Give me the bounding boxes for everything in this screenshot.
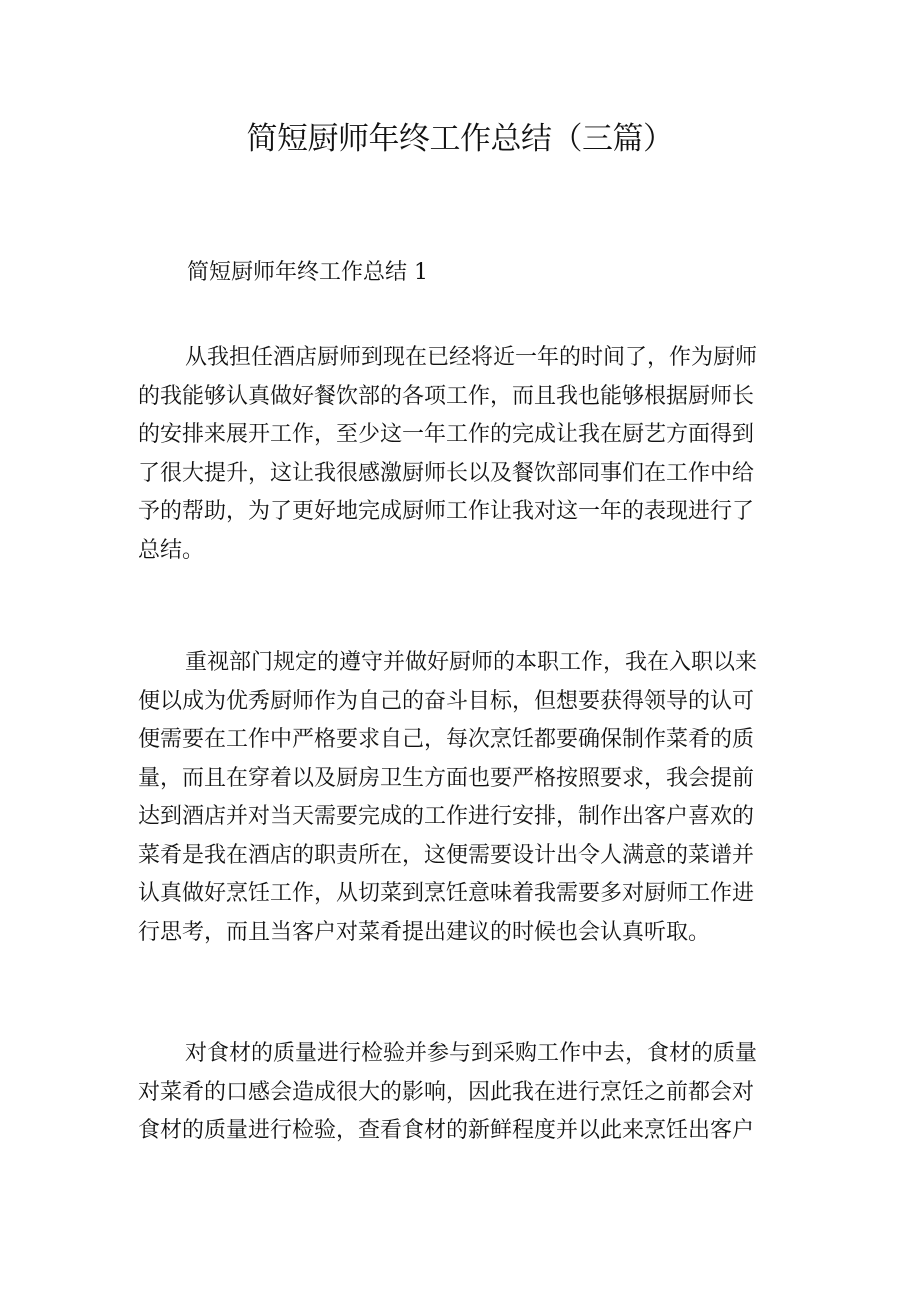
paragraph-1 [138,339,788,570]
document-title: 简短厨师年终工作总结（三篇） [246,121,674,157]
paragraph-line: 便需要在工作中严格要求自己，每次烹饪都要确保制作菜肴的质 [138,727,755,752]
paragraph-line: 量，而且在穿着以及厨房卫生方面也要严格按照要求，我会提前 [138,765,755,791]
paragraph-line: 便以成为优秀厨师作为自己的奋斗目标，但想要获得领导的认可 [138,688,755,714]
paragraph-line: 了很大提升，这让我很感激厨师长以及餐饮部同事们在工作中给 [138,460,755,486]
paragraph-line: 重视部门规定的遵守并做好厨师的本职工作，我在入职以来 [185,650,758,675]
paragraph-line: 予的帮助，为了更好地完成厨师工作让我对这一年的表现进行了 [138,499,755,524]
section-heading: 简短厨师年终工作总结 1 [187,260,428,285]
paragraph-line: 对食材的质量进行检验并参与到采购工作中去，食材的质量 [185,1041,758,1066]
paragraph-line: 菜肴是我在酒店的职责所在，这便需要设计出令人满意的菜谱并 [138,842,755,868]
paragraph-line: 食材的质量进行检验，查看食材的新鲜程度并以此来烹饪出客户 [138,1118,755,1143]
paragraph-line: 从我担任酒店厨师到现在已经将近一年的时间了，作为厨师 [185,345,758,370]
paragraph-line: 行思考，而且当客户对菜肴提出建议的时候也会认真听取。 [138,919,711,945]
paragraph-line: 总结。 [138,537,205,563]
paragraph-line: 对菜肴的口感会造成很大的影响，因此我在进行烹饪之前都会对 [138,1079,755,1105]
paragraph-3 [138,1035,788,1151]
paragraph-line: 的安排来展开工作，至少这一年工作的完成让我在厨艺方面得到 [138,422,755,447]
paragraph-line: 认真做好烹饪工作，从切菜到烹饪意味着我需要多对厨师工作进 [138,881,755,906]
paragraph-line: 的我能够认真做好餐饮部的各项工作，而且我也能够根据厨师长 [138,383,755,409]
paragraph-2 [138,644,788,952]
paragraph-line: 达到酒店并对当天需要完成的工作进行安排，制作出客户喜欢的 [138,804,755,829]
